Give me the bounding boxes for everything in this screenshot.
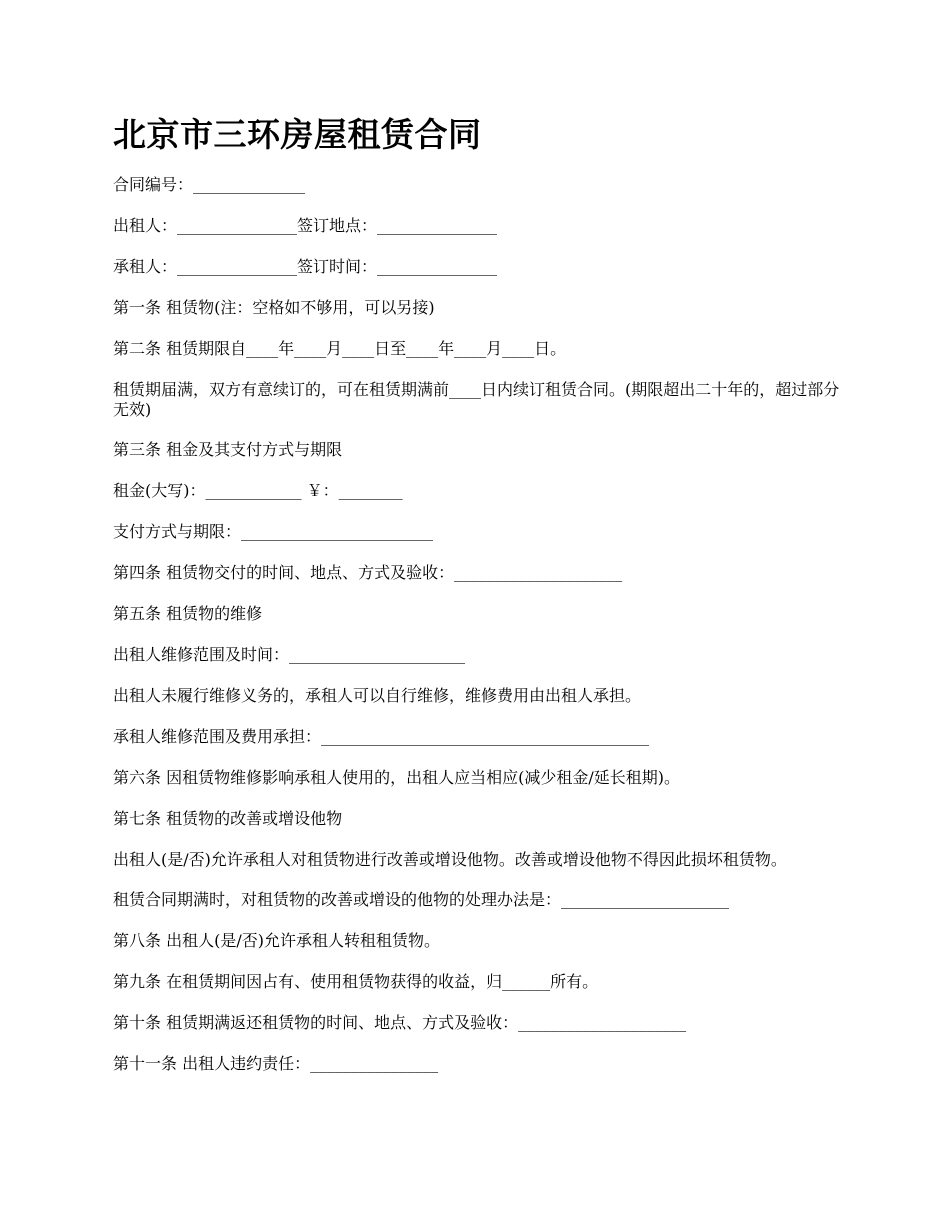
article-5: 第五条 租赁物的维修: [113, 604, 263, 623]
document-title: 北京市三环房屋租赁合同: [113, 115, 482, 154]
renewal-clause: 租赁期届满，双方有意续订的，可在租赁期满前____日内续订租赁合同。(期限超出二十年的，超过部分无效): [113, 380, 840, 419]
contract-number-line: 合同编号：______________: [113, 175, 306, 194]
article-8: 第八条 出租人(是/否)允许承租人转租租赁物。: [113, 931, 440, 950]
article-10: 第十条 租赁期满返还租赁物的时间、地点、方式及验收：_____________________: [113, 1013, 687, 1032]
lessee-line: 承租人：_______________签订时间：_______________: [113, 257, 498, 276]
document-page: [113, 112, 843, 1095]
article-4: 第四条 租赁物交付的时间、地点、方式及验收：_____________________: [113, 563, 623, 582]
article-6: 第六条 因租赁物维修影响承租人使用的，出租人应当相应(减少租金/延长租期)。: [113, 768, 680, 787]
maintenance-default-clause: 出租人未履行维修义务的，承租人可以自行维修，维修费用由出租人承担。: [113, 686, 642, 705]
article-1: 第一条 租赁物(注：空格如不够用，可以另接): [113, 298, 435, 317]
article-3: 第三条 租金及其支付方式与期限: [113, 440, 343, 459]
lessor-maintenance-line: 出租人维修范围及时间：______________________: [113, 645, 466, 664]
lessor-line: 出租人：_______________签订地点：_______________: [113, 216, 498, 235]
article-2: 第二条 租赁期限自____年____月____日至____年____月____日。: [113, 339, 567, 358]
article-7: 第七条 租赁物的改善或增设他物: [113, 809, 343, 828]
rent-amount-line: 租金(大写)：____________ ￥：________: [113, 481, 403, 500]
article-11: 第十一条 出租人违约责任：________________: [113, 1054, 439, 1073]
payment-terms-line: 支付方式与期限：________________________: [113, 522, 434, 541]
improvement-clause: 出租人(是/否)允许承租人对租赁物进行改善或增设他物。改善或增设他物不得因此损坏租赁物。: [113, 850, 787, 869]
article-9: 第九条 在租赁期间因占有、使用租赁物获得的收益，归______所有。: [113, 972, 599, 991]
improvement-disposal-line: 租赁合同期满时，对租赁物的改善或增设的他物的处理办法是：_____________________: [113, 890, 730, 909]
lessee-maintenance-line: 承租人维修范围及费用承担：_________________________________________: [113, 727, 650, 746]
